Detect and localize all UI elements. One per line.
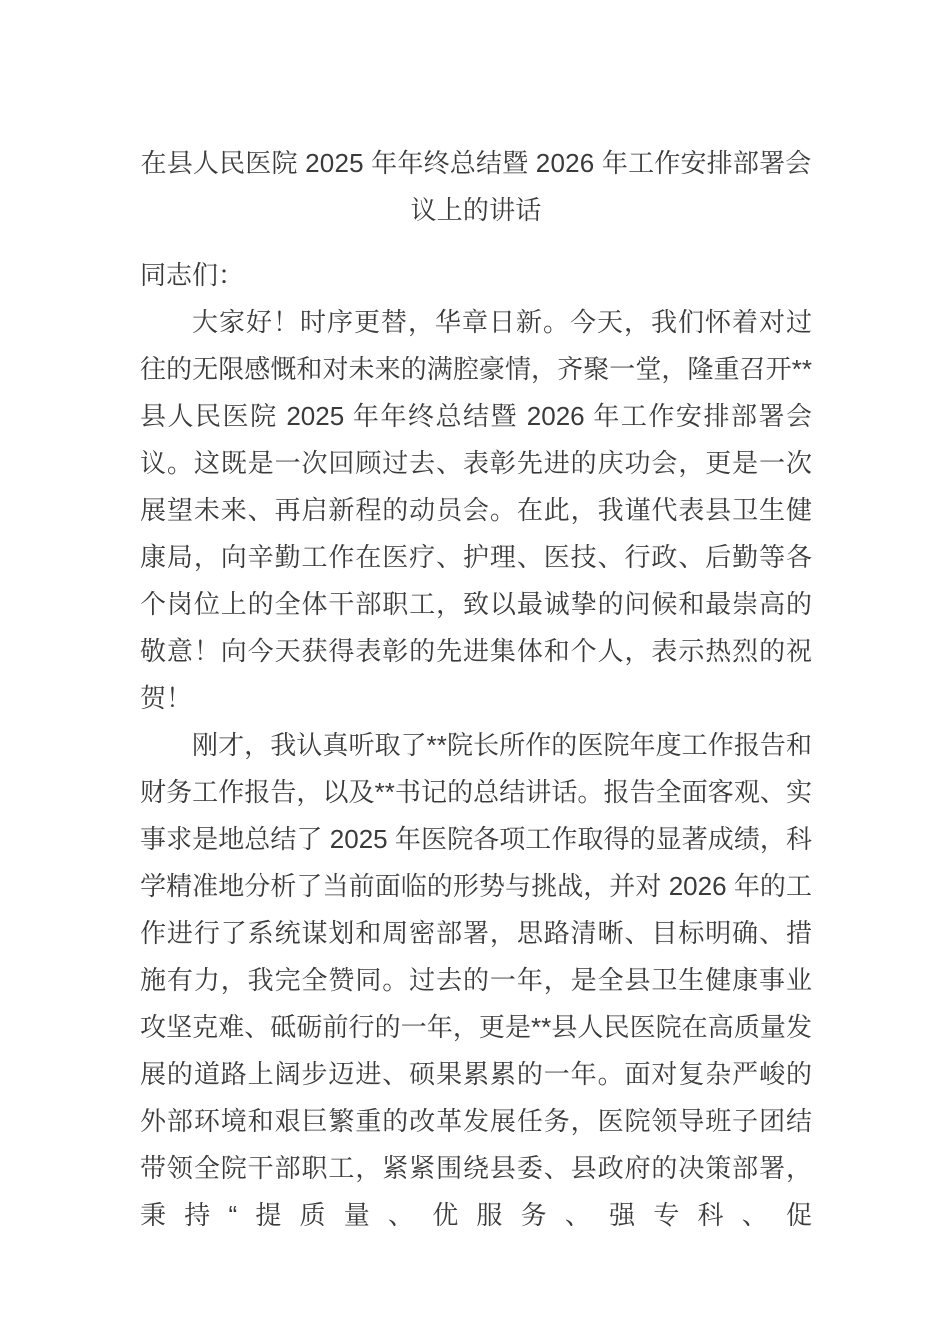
body-paragraph-1: 大家好！时序更替，华章日新。今天，我们怀着对过往的无限感慨和对未来的满腔豪情，齐聚一堂，隆重召开**县人民医院 2025 年年终总结暨 2026 年工作安排部署会议。这既是一次回顾过去、表彰先进的庆功会，更是一次展望未来、再启新程的动员会。在此，我谨代表县卫生健康局，向辛勤工作在医疗、护理、医技、行政、后勤等各个岗位上的全体干部职工，致以最诚挚的问候和最崇高的敬意！向今天获得表彰的先进集体和个人，表示热烈的祝贺！ — [140, 307, 812, 713]
body-paragraph-2: 刚才，我认真听取了**院长所作的医院年度工作报告和财务工作报告，以及**书记的总结讲话。报告全面客观、实事求是地总结了 2025 年医院各项工作取得的显著成绩，科学精准地分析了当前面临的形势与挑战，并对 2026 年的工作进行了系统谋划和周密部署，思路清晰、目标明确、措施有力，我完全赞同。过去的一年，是全县卫生健康事业攻坚克难、砥砺前行的一年，更是**县人民医院在高质量发展的道路上阔步迈进、硕果累累的一年。面对复杂严峻的外部环境和艰巨繁重的改革发展任务，医院领导班子团结带领全院干部职工，紧紧围绕县委、县政府的决策部署，秉持“提质量、优服务、强专科、促 — [140, 730, 812, 1230]
salutation: 同志们： — [140, 260, 245, 290]
page-title: 在县人民医院 2025 年年终总结暨 2026 年工作安排部署会议上的讲话 — [140, 148, 812, 225]
document-body — [140, 140, 812, 1239]
